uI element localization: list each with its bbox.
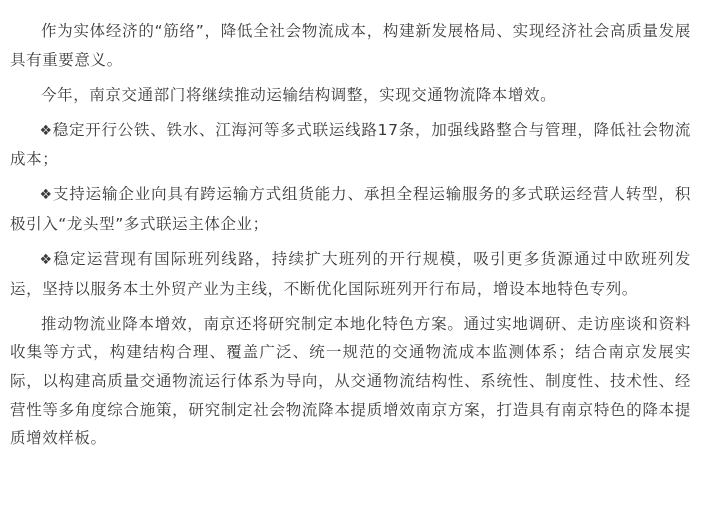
diamond-bullet-icon: ❖ (39, 187, 53, 204)
diamond-bullet-icon: ❖ (39, 122, 53, 139)
bullet-item-routes (10, 116, 691, 174)
paragraph-local-plan: 推动物流业降本增效，南京还将研究制定本地化特色方案。通过实地调研、走访座谈和资料收集等方式，构建结构合理、覆盖广泛、统一规范的交通物流成本监测体系；结合南京发展实际，以构建高质量交通物流运行体系为导向，从交通物流结构性、系统性、制度性、技术性、经营性等多角度综合施策，研究制定社会物流降本提质增效南京方案，打造具有南京特色的降本提质增效样板。 (10, 314, 691, 448)
bullet-text: 支持运输企业向具有跨运输方式组货能力、承担全程运输服务的多式联运经营人转型，积极引入“龙头型”多式联运主体企业； (10, 185, 691, 234)
bullet-item-trains (10, 245, 691, 303)
paragraph-plan: 今年，南京交通部门将继续推动运输结构调整，实现交通物流降本增效。 (41, 85, 557, 104)
bullet-item-operators (10, 180, 691, 238)
bullet-text: 稳定开行公铁、铁水、江海河等多式联运线路17条，加强线路整合与管理，降低社会物流成本； (10, 120, 691, 169)
bullet-text: 稳定运营现有国际班列线路，持续扩大班列的开行规模，吸引更多货源通过中欧班列发运，坚持以服务本土外贸产业为主线，不断优化国际班列开行布局，增设本地特色专列。 (10, 250, 691, 298)
paragraph-intro: 作为实体经济的“筋络”，降低全社会物流成本，构建新发展格局、实现经济社会高质量发展具有重要意义。 (10, 22, 691, 69)
diamond-bullet-icon: ❖ (39, 252, 54, 269)
